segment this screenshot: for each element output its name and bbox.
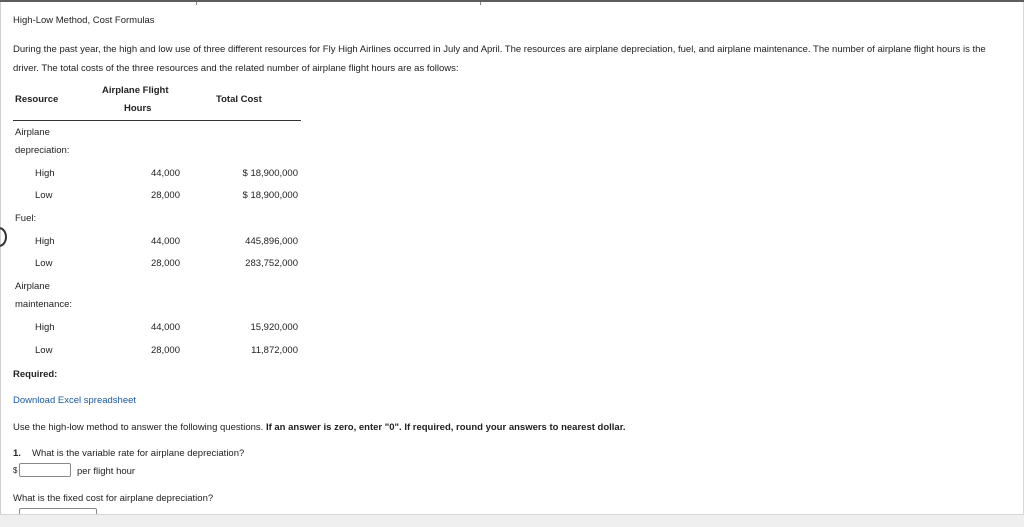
variable-rate-input[interactable] <box>19 463 71 477</box>
group-label-fuel: Fuel: <box>15 213 37 224</box>
group-label-maintenance: Airplane <box>15 281 50 292</box>
required-heading: Required: <box>13 369 58 380</box>
question-1b-text: What is the fixed cost for airplane depreciation? <box>13 493 214 504</box>
row-hours: 44,000 <box>150 322 180 333</box>
row-level: Low <box>35 258 53 269</box>
row-cost: $ 18,900,000 <box>242 190 298 201</box>
row-hours: 28,000 <box>150 258 180 269</box>
group-label-depreciation-line2: depreciation: <box>15 145 70 156</box>
page-title: High-Low Method, Cost Formulas <box>13 15 155 26</box>
row-hours: 44,000 <box>150 236 180 247</box>
row-cost: $ 18,900,000 <box>242 168 298 179</box>
row-cost: 15,920,000 <box>250 322 298 333</box>
top-border <box>0 0 1024 2</box>
row-level: Low <box>35 190 53 201</box>
left-frame-edge <box>0 2 1 522</box>
row-level: High <box>35 168 55 179</box>
instructions <box>13 422 626 433</box>
row-cost: 283,752,000 <box>245 258 298 269</box>
row-level: Low <box>35 345 53 356</box>
group-label-depreciation: Airplane <box>15 127 50 138</box>
question-1-text: What is the variable rate for airplane depreciation? <box>32 448 245 459</box>
problem-intro: During the past year, the high and low use of three different resources for Fly High Airlines occurred in July and April. The resources are airplane depreciation, fuel, and airplane maintenance. The number of airplane flight hours is the driver. The total costs of the three resources and the related number of airplane flight hours are as follows: <box>13 44 986 74</box>
currency-symbol: $ <box>13 466 18 475</box>
question-number: 1. <box>13 448 21 459</box>
row-level: High <box>35 322 55 333</box>
unit-label: per flight hour <box>77 466 136 477</box>
scroll-indicator-arc <box>0 227 7 247</box>
header-total-cost: Total Cost <box>216 94 262 105</box>
row-level: High <box>35 236 55 247</box>
instructions-text: Use the high-low method to answer the following questions. <box>13 422 266 433</box>
header-underline <box>13 120 301 121</box>
row-cost: 445,896,000 <box>245 236 298 247</box>
header-resource: Resource <box>15 94 59 105</box>
download-spreadsheet-link[interactable]: Download Excel spreadsheet <box>13 395 137 406</box>
instructions-emphasis: If an answer is zero, enter "0". If required, round your answers to nearest dollar. <box>265 422 626 433</box>
group-label-maintenance-line2: maintenance: <box>15 299 73 310</box>
header-hours-line2: Hours <box>124 103 152 114</box>
bottom-bar <box>0 514 1024 527</box>
row-cost: 11,872,000 <box>251 345 298 356</box>
header-hours-line1: Airplane Flight <box>102 85 169 96</box>
row-hours: 44,000 <box>150 168 180 179</box>
row-hours: 28,000 <box>150 190 180 201</box>
row-hours: 28,000 <box>150 345 180 356</box>
